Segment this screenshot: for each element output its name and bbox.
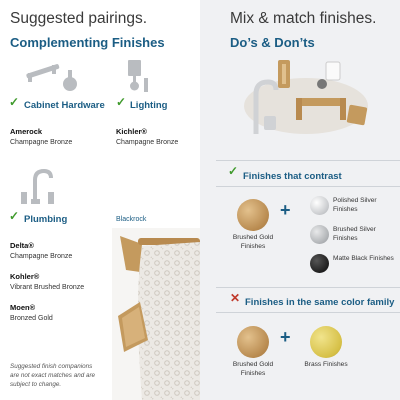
- brand-delta: Delta®: [10, 241, 34, 250]
- faucet-icon: [18, 166, 63, 206]
- brushed-gold-swatch-2: [237, 326, 269, 358]
- cabinet-hardware-icon: [22, 60, 82, 95]
- product-collage-image: [236, 54, 376, 144]
- polished-silver-label: Polished Silver Finishes: [333, 197, 377, 213]
- check-icon: ✓: [116, 95, 127, 109]
- check-icon: ✓: [228, 164, 239, 178]
- section-divider: [216, 287, 400, 288]
- brushed-gold-label: Brushed Gold Finishes: [232, 234, 274, 250]
- brushed-gold-swatch: [237, 199, 269, 231]
- brushed-gold-label-2: Brushed Gold Finishes: [232, 361, 274, 377]
- plus-icon: +: [280, 200, 291, 220]
- contrast-title: Finishes that contrast: [243, 171, 342, 182]
- blackrock-label: Blackrock: [116, 216, 147, 223]
- plus-icon: +: [280, 327, 291, 347]
- category-cabinet-hardware: Cabinet Hardware: [24, 100, 105, 111]
- finish-kohler: Vibrant Brushed Bronze: [10, 284, 85, 291]
- same-family-title: Finishes in the same color family: [245, 297, 395, 308]
- lighting-icon: [124, 58, 154, 96]
- x-icon: ✕: [230, 291, 241, 305]
- finish-moen: Bronzed Gold: [10, 315, 53, 322]
- matte-black-label: Matte Black Finishes: [333, 255, 394, 262]
- polished-silver-swatch: [310, 196, 329, 215]
- right-panel: [200, 0, 400, 400]
- brass-label: Brass Finishes: [304, 361, 348, 368]
- finish-kichler: Champagne Bronze: [116, 139, 179, 146]
- brushed-silver-swatch: [310, 225, 329, 244]
- finish-delta: Champagne Bronze: [10, 253, 73, 260]
- section-divider: [216, 312, 400, 313]
- section-divider: [216, 186, 400, 187]
- brand-kichler: Kichler®: [116, 127, 147, 136]
- towel-bar-product-image: [112, 228, 200, 400]
- brand-amerock: Amerock: [10, 127, 43, 136]
- section-subtitle: Complementing Finishes: [10, 35, 165, 50]
- section-divider: [216, 160, 400, 161]
- page-title-right: Mix & match finishes.: [230, 10, 377, 27]
- check-icon: ✓: [9, 209, 20, 223]
- disclaimer-note: Suggested finish companions are not exact matches and are subject to change.: [10, 363, 96, 388]
- category-lighting: Lighting: [130, 100, 168, 111]
- matte-black-swatch: [310, 254, 329, 273]
- category-plumbing: Plumbing: [24, 214, 68, 225]
- brand-kohler: Kohler®: [10, 272, 40, 281]
- section-subtitle-right: Do’s & Don’ts: [230, 35, 315, 50]
- page-title: Suggested pairings.: [10, 10, 148, 27]
- check-icon: ✓: [9, 95, 20, 109]
- brushed-silver-label: Brushed Silver Finishes: [333, 226, 376, 242]
- brand-moen: Moen®: [10, 303, 36, 312]
- finish-amerock: Champagne Bronze: [10, 139, 73, 146]
- brass-swatch: [310, 326, 342, 358]
